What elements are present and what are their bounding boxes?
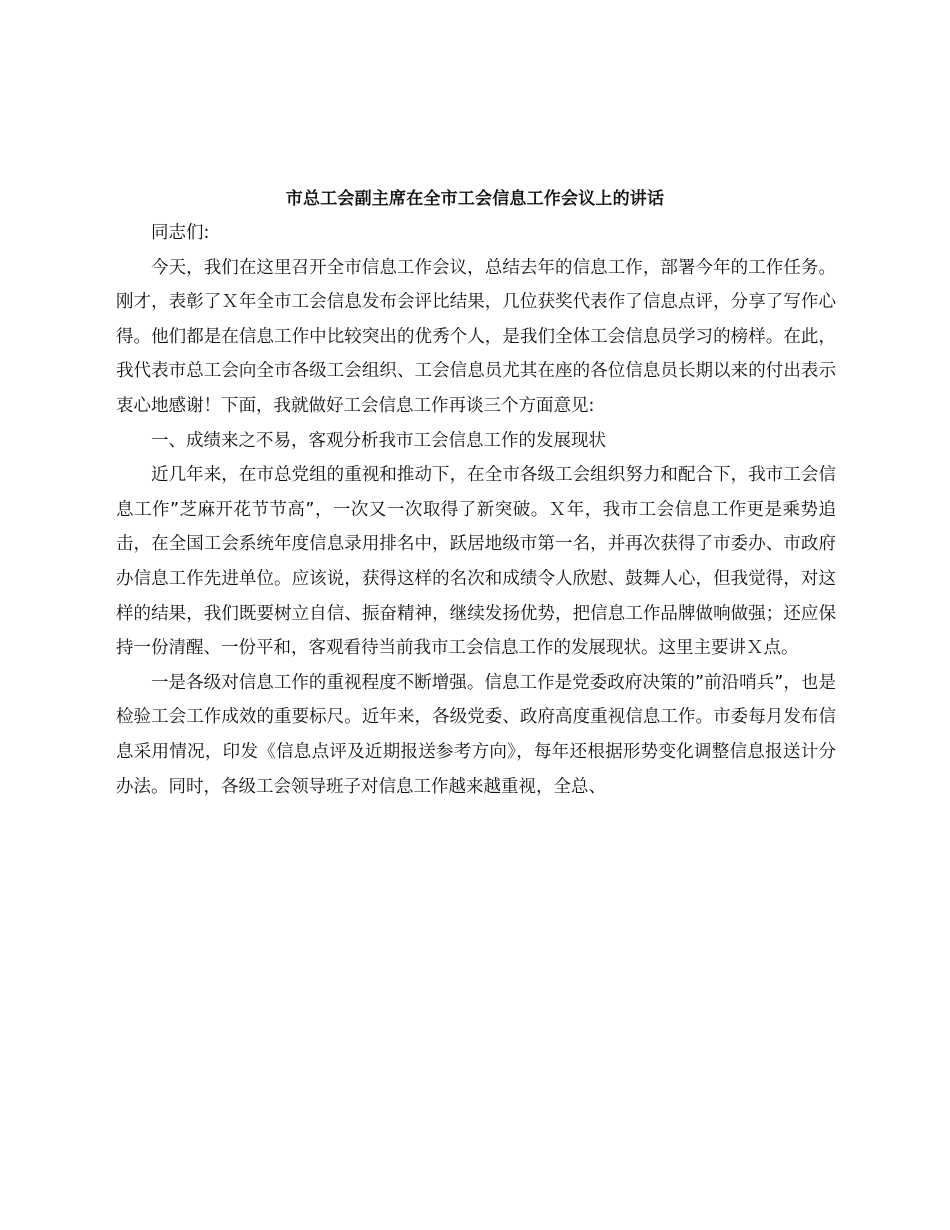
document-body [116, 216, 836, 804]
body-paragraph: 近几年来，在市总党组的重视和推动下，在全市各级工会组织努力和配合下，我市工会信息工作”芝麻开花节节高”，一次又一次取得了新突破。Ｘ年，我市工会信息工作更是乘势追击，在全国工会系统年度信息录用排名中，跃居地级市第一名，并再次获得了市委办、市政府办信息工作先进单位。应该说，获得这样的名次和成绩令人欣慰、鼓舞人心，但我觉得，对这样的结果，我们既要树立自信、振奋精神，继续发扬优势，把信息工作品牌做响做强；还应保持一份清醒、一份平和，客观看待当前我市工会信息工作的发展现状。这里主要讲Ｘ点。 [116, 465, 836, 659]
document-title: 市总工会副主席在全市工会信息工作会议上的讲话 [285, 189, 665, 209]
section-heading: 一、成绩来之不易，客观分析我市工会信息工作的发展现状 [151, 430, 606, 451]
salutation-paragraph: 同志们: [151, 223, 210, 243]
opening-paragraph: 今天，我们在这里召开全市信息工作会议，总结去年的信息工作，部署今年的工作任务。刚才，表彰了Ｘ年全市工会信息发布会评比结果，几位获奖代表作了信息点评，分享了写作心得。他们都是在信息工作中比较突出的优秀个人，是我们全体工会信息员学习的榜样。在此，我代表市总工会向全市各级工会组织、工会信息员尤其在座的各位信息员长期以来的付出表示衷心地感谢！下面，我就做好工会信息工作再谈三个方面意见: [116, 257, 836, 416]
body-paragraph: 一是各级对信息工作的重视程度不断增强。信息工作是党委政府决策的”前沿哨兵”，也是检验工会工作成效的重要标尺。近年来，各级党委、政府高度重视信息工作。市委每月发布信息采用情况，印发《信息点评及近期报送参考方向》，每年还根据形势变化调整信息报送计分办法。同时，各级工会领导班子对信息工作越来越重视，全总、 [116, 672, 836, 797]
